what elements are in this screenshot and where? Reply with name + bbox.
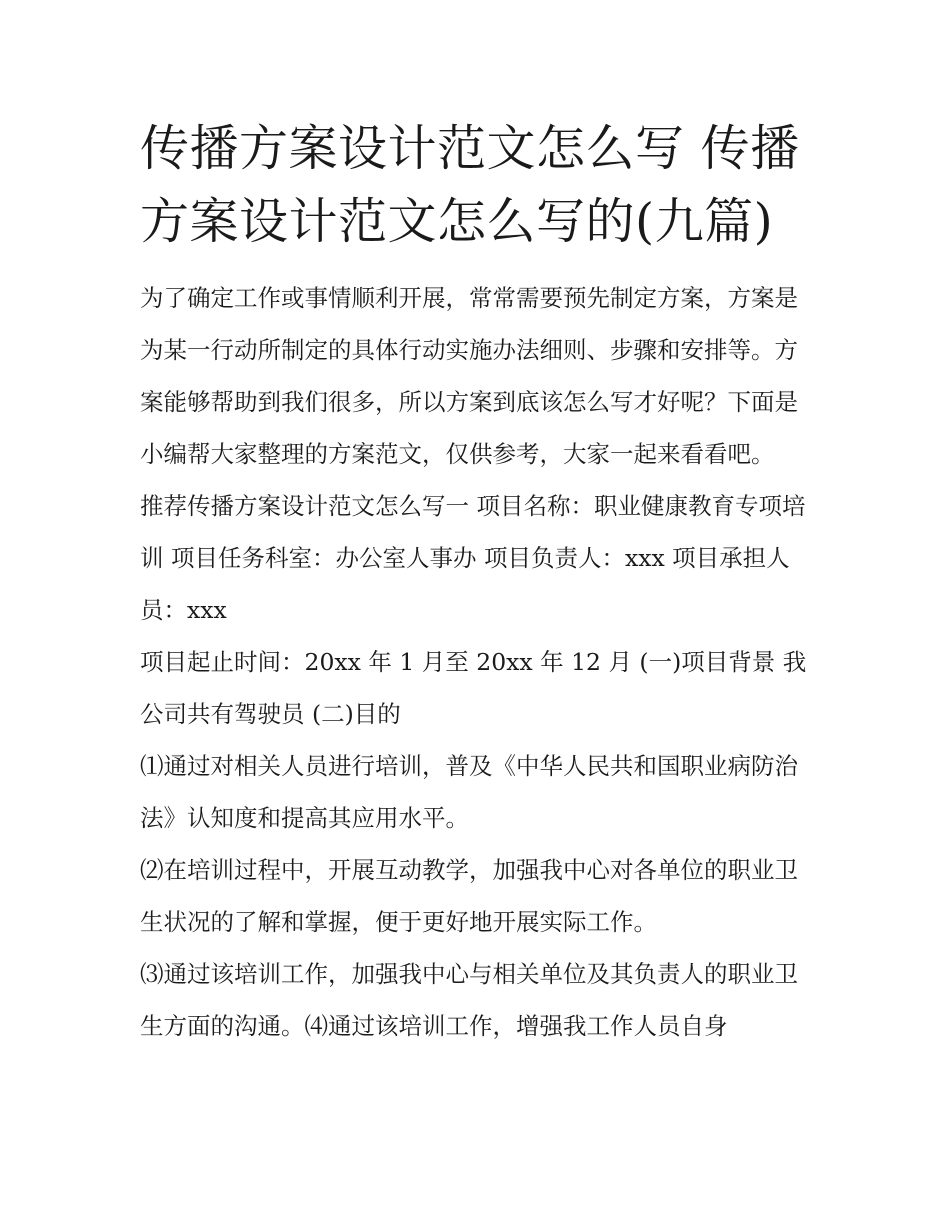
- document-title: 传播方案设计范文怎么写 传播方案设计范文怎么写的(九篇): [140, 120, 800, 250]
- objective-1-paragraph: ⑴通过对相关人员进行培训，普及《中华人民共和国职业病防治法》认知度和提高其应用水平。: [140, 752, 798, 832]
- project-timeline-paragraph: 项目起止时间：20xx 年 1 月至 20xx 年 12 月 (一)项目背景 我公司共有驾驶员 (二)目的: [140, 648, 807, 728]
- document-body: [140, 112, 820, 1052]
- project-info-paragraph: 推荐传播方案设计范文怎么写一 项目名称：职业健康教育专项培训 项目任务科室：办公室人事办 项目负责人：xxx 项目承担人员：xxx: [140, 492, 806, 624]
- objective-3-paragraph: ⑶通过该培训工作，加强我中心与相关单位及其负责人的职业卫生方面的沟通。⑷通过该培训工作，增强我工作人员自身: [140, 960, 798, 1040]
- objective-2-paragraph: ⑵在培训过程中，开展互动教学，加强我中心对各单位的职业卫生状况的了解和掌握，便于更好地开展实际工作。: [140, 856, 798, 936]
- intro-paragraph: 为了确定工作或事情顺利开展，常常需要预先制定方案，方案是为某一行动所制定的具体行动实施办法细则、步骤和安排等。方案能够帮助到我们很多，所以方案到底该怎么写才好呢？下面是小编帮大家整理的方案范文，仅供参考，大家一起来看看吧。: [140, 284, 798, 468]
